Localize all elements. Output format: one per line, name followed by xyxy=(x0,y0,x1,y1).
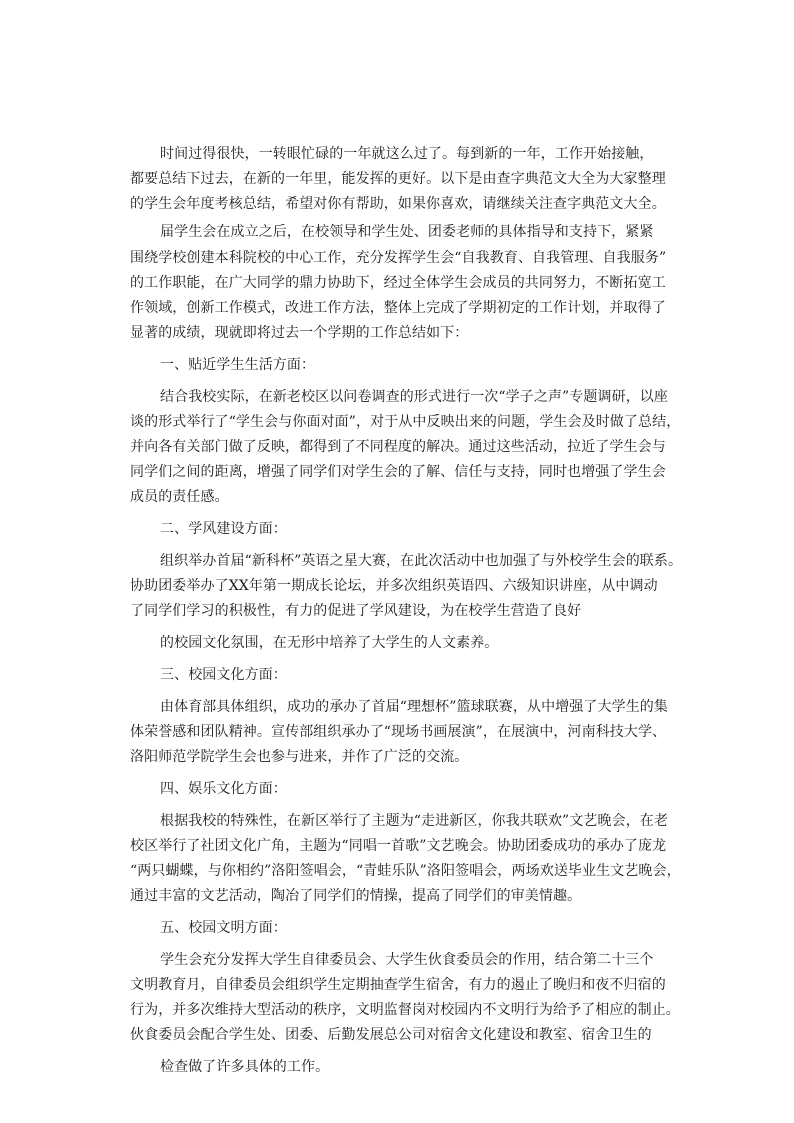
text-line: 时间过得很快，一转眼忙碌的一年就这么过了。每到新的一年，工作开始接触， xyxy=(160,146,654,162)
section-heading: 二、学风建设方面： xyxy=(160,521,287,537)
text-line: 伙食委员会配合学生处、团委、后勤发展总公司对宿舍文化建设和教室、宿舍卫生的 xyxy=(130,1027,652,1043)
text-line: 都要总结下过去，在新的一年里，能发挥的更好。以下是由查字典范文大全为大家整理 xyxy=(130,171,666,187)
text-line: 并向各有关部门做了反映，都得到了不同程度的解决。通过这些活动，拉近了学生会与 xyxy=(130,439,666,455)
text-line: 的工作职能，在广大同学的鼎力协助下，经过全体学生会成员的共同努力，不断拓宽工 xyxy=(130,275,666,291)
text-line: 显著的成绩，现就即将过去一个学期的工作总结如下： xyxy=(130,325,469,341)
text-line: 通过丰富的文艺活动，陶冶了同学们的情操，提高了同学们的审美情趣。 xyxy=(130,888,582,904)
section-heading: 五、校园文明方面： xyxy=(160,920,287,936)
text-line: 组织举办首届“新科杯”英语之星大赛，在此次活动中也加强了与外校学生会的联系。 xyxy=(160,553,683,569)
text-line: 围绕学校创建本科院校的中心工作，充分发挥学生会“自我教育、自我管理、自我服务” xyxy=(130,250,667,266)
text-line: 协助团委举办了XX年第一期成长论坛，并多次组织英语四、六级知识讲座，从中调动 xyxy=(130,578,658,594)
text-line: 同学们之间的距离，增强了同学们对学生会的了解、信任与支持，同时也增强了学生会 xyxy=(130,464,666,480)
section-heading: 一、贴近学生生活方面： xyxy=(160,357,316,373)
text-line: 了同学们学习的积极性，有力的促进了学风建设，为在校学生营造了良好 xyxy=(130,603,582,619)
text-line: 体荣誉感和团队精神。宣传部组织承办了“现场书画展演”，在展演中，河南科技大学、 xyxy=(130,724,667,740)
section-heading: 三、校园文化方面： xyxy=(160,667,287,683)
text-line: 届学生会在成立之后，在校领导和学生处、团委老师的具体指导和支持下，紧紧 xyxy=(160,224,654,240)
text-line: 文明教育月，自律委员会组织学生定期抽查学生宿舍，有力的遏止了晚归和夜不归宿的 xyxy=(130,977,666,993)
text-line: 结合我校实际，在新老校区以问卷调查的形式进行一次“学子之声”专题调研，以座 xyxy=(160,389,669,405)
text-line: 成员的责任感。 xyxy=(130,489,229,505)
text-line: 行为，并多次维持大型活动的秩序，文明监督岗对校园内不文明行为给予了相应的制止。 xyxy=(130,1002,680,1018)
text-line: 洛阳师范学院学生会也参与进来，并作了广泛的交流。 xyxy=(130,749,469,765)
text-line: 谈的形式举行了“学生会与你面对面”，对于从中反映出来的问题，学生会及时做了总结， xyxy=(130,414,681,430)
text-line: 的校园文化氛围，在无形中培养了大学生的人文素养。 xyxy=(160,635,499,651)
text-line: 作领域，创新工作模式，改进工作方法，整体上完成了学期初定的工作计划，并取得了 xyxy=(130,300,666,316)
text-line: 由体育部具体组织，成功的承办了首届“理想杯”篮球联赛，从中增强了大学生的集 xyxy=(160,699,669,715)
text-line: “两只蝴蝶，与你相约”洛阳签唱会，“青蛙乐队”洛阳签唱会，两场欢送毕业生文艺晚会， xyxy=(130,863,681,879)
text-line: 学生会充分发挥大学生自律委员会、大学生伙食委员会的作用，结合第二十三个 xyxy=(160,952,654,968)
text-line: 根据我校的特殊性，在新区举行了主题为“走进新区，你我共联欢”文艺晚会，在老 xyxy=(160,813,669,829)
text-line: 检查做了许多具体的工作。 xyxy=(160,1059,330,1075)
text-line: 的学生会年度考核总结，希望对你有帮助，如果你喜欢，请继续关注查字典范文大全。 xyxy=(130,196,666,212)
section-heading: 四、娱乐文化方面： xyxy=(160,781,287,797)
text-line: 校区举行了社团文化广角，主题为“同唱一首歌”文艺晚会。协助团委成功的承办了庞龙 xyxy=(130,838,667,854)
